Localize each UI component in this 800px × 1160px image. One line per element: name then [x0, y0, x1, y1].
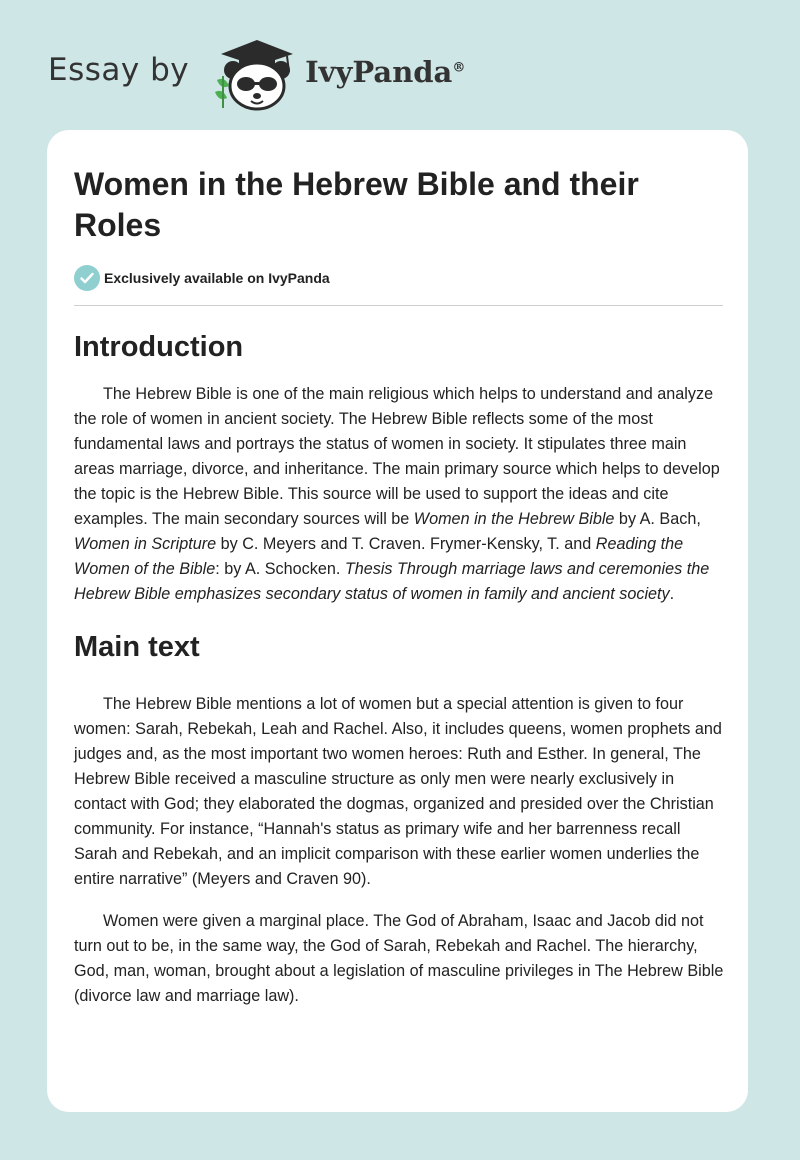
- text-run: The Hebrew Bible is one of the main religious which helps to understand and analyze the role of women in ancient society. The Hebrew Bible reflects some of the most fundamental laws and portrays the status of women in society. It stipulates three main areas marriage, divorce, and inheritance. The main primary source which helps to develop the topic is the Hebrew Bible. This source will be used to support the ideas and cite examples. The main secondary sources will be: [74, 385, 720, 528]
- exclusive-badge: [74, 265, 722, 291]
- text-run: by A. Bach,: [614, 510, 701, 528]
- essay-title: Women in the Hebrew Bible and their Roles: [74, 166, 639, 243]
- registered-mark: ®: [452, 60, 466, 76]
- text-run: : by A. Schocken.: [215, 560, 345, 578]
- text-run: .: [669, 585, 675, 603]
- divider: [74, 305, 723, 306]
- paragraph-introduction: [74, 382, 726, 607]
- book-title-italic: Women in the Hebrew Bible: [413, 510, 615, 528]
- check-circle-icon: [74, 265, 100, 291]
- exclusive-badge-label: Exclusively available on IvyPanda: [104, 270, 330, 286]
- section-heading-main-text: Main text: [74, 631, 200, 663]
- site-header: [48, 36, 465, 112]
- panda-logo-icon[interactable]: [209, 36, 299, 112]
- paragraph-main-1: The Hebrew Bible mentions a lot of women but a special attention is given to four women: Sarah, Rebekah, Leah and Rachel. Also, it includes queens, women prophets and judges and, as the most important two women heroes: Ruth and Esther. In general, The Hebrew Bible received a masculine structure as only men were nearly exclusively in contact with God; they elaborated the dogmas, organized and presided over the Christian community. For instance, “Hannah's status as primary wife and her barrenness recall Sarah and Rebekah, and an implicit comparison with these earlier women underlies the entire narrative” (Meyers and Craven 90).: [74, 695, 722, 888]
- essay-by-label: Essay by: [48, 52, 190, 88]
- book-title-italic: Women in Scripture: [74, 535, 217, 553]
- brand-name[interactable]: [305, 55, 465, 89]
- essay-card: [47, 130, 748, 1112]
- paragraph-main-2: Women were given a marginal place. The God of Abraham, Isaac and Jacob did not turn out to be, in the same way, the God of Sarah, Rebekah and Rachel. The hierarchy, God, man, woman, brought about a legislation of masculine privileges in The Hebrew Bible (divorce law and marriage law).: [74, 912, 724, 1005]
- brand-text: IvyPanda: [305, 55, 453, 89]
- book-title-italic: Reading the Women of the Bible: [74, 535, 684, 578]
- section-heading-introduction: Introduction: [74, 331, 244, 363]
- thesis-italic: Thesis Through marriage laws and ceremonies the Hebrew Bible emphasizes secondary status of women in family and ancient society: [74, 560, 710, 603]
- text-run: by C. Meyers and T. Craven. Frymer-Kensky, T. and: [216, 535, 596, 553]
